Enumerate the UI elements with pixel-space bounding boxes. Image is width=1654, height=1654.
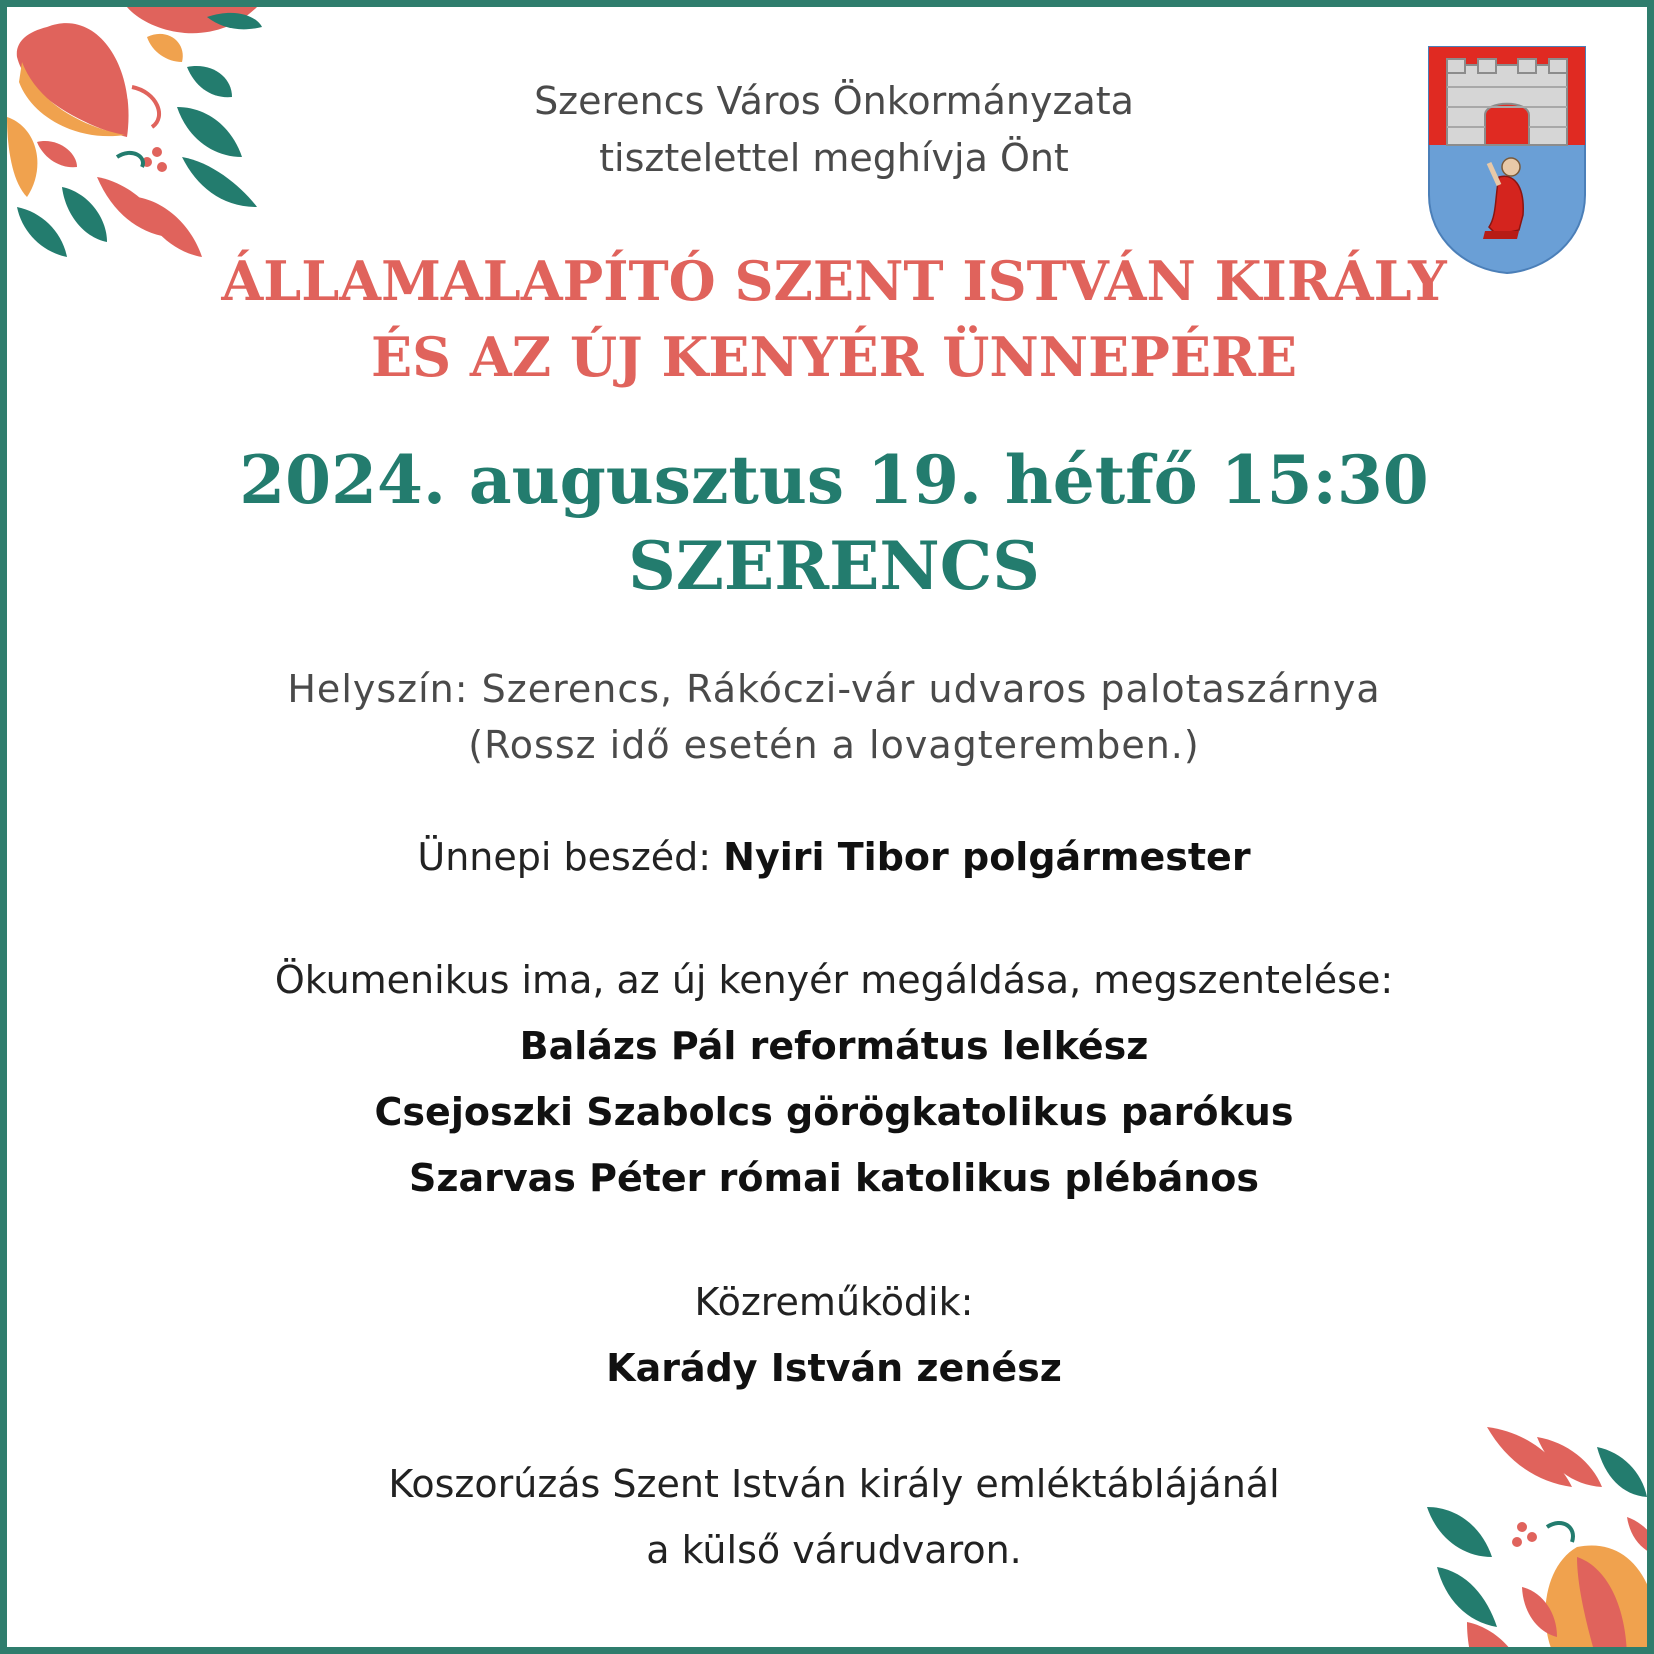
invitation-line: tisztelettel meghívja Önt [599,136,1069,180]
music-block [7,1269,1654,1401]
event-city: SZERENCS [628,527,1040,605]
wreath-line-1: Koszorúzás Szent István király emléktáblájánál [388,1462,1280,1506]
venue-location: Helyszín: Szerencs, Rákóczi-vár udvaros palotaszárnya [287,667,1381,711]
speech-speaker: Nyiri Tibor polgármester [723,835,1251,879]
event-title-line-1: ÁLLAMALAPÍTÓ SZENT ISTVÁN KIRÁLY [221,249,1447,313]
event-title-line-2: ÉS AZ ÚJ KENYÉR ÜNNEPÉRE [370,325,1298,389]
speech-label: Ünnepi beszéd: [417,835,712,879]
music-label: Közreműködik: [694,1280,974,1324]
music-performer: Karády István zenész [606,1346,1062,1390]
clergy-item: Balázs Pál református lelkész [519,1024,1149,1068]
wreath-block [7,1451,1654,1583]
clergy-item: Szarvas Péter római katolikus plébános [408,1156,1260,1200]
prayer-label: Ökumenikus ima, az új kenyér megáldása, megszentelése: [274,958,1394,1002]
speech-line [7,829,1654,885]
event-date-block [7,437,1654,609]
organizer-header [7,73,1654,187]
organizer-name: Szerencs Város Önkormányzata [534,79,1134,123]
venue-bad-weather-note: (Rossz idő esetén a lovagteremben.) [468,723,1200,767]
venue-block [7,661,1654,773]
prayer-block [7,947,1654,1211]
wreath-line-2: a külső várudvaron. [646,1528,1022,1572]
event-datetime: 2024. augusztus 19. hétfő 15:30 [239,441,1429,519]
event-title [7,243,1654,395]
clergy-item: Csejoszki Szabolcs görögkatolikus parókus [374,1090,1294,1134]
